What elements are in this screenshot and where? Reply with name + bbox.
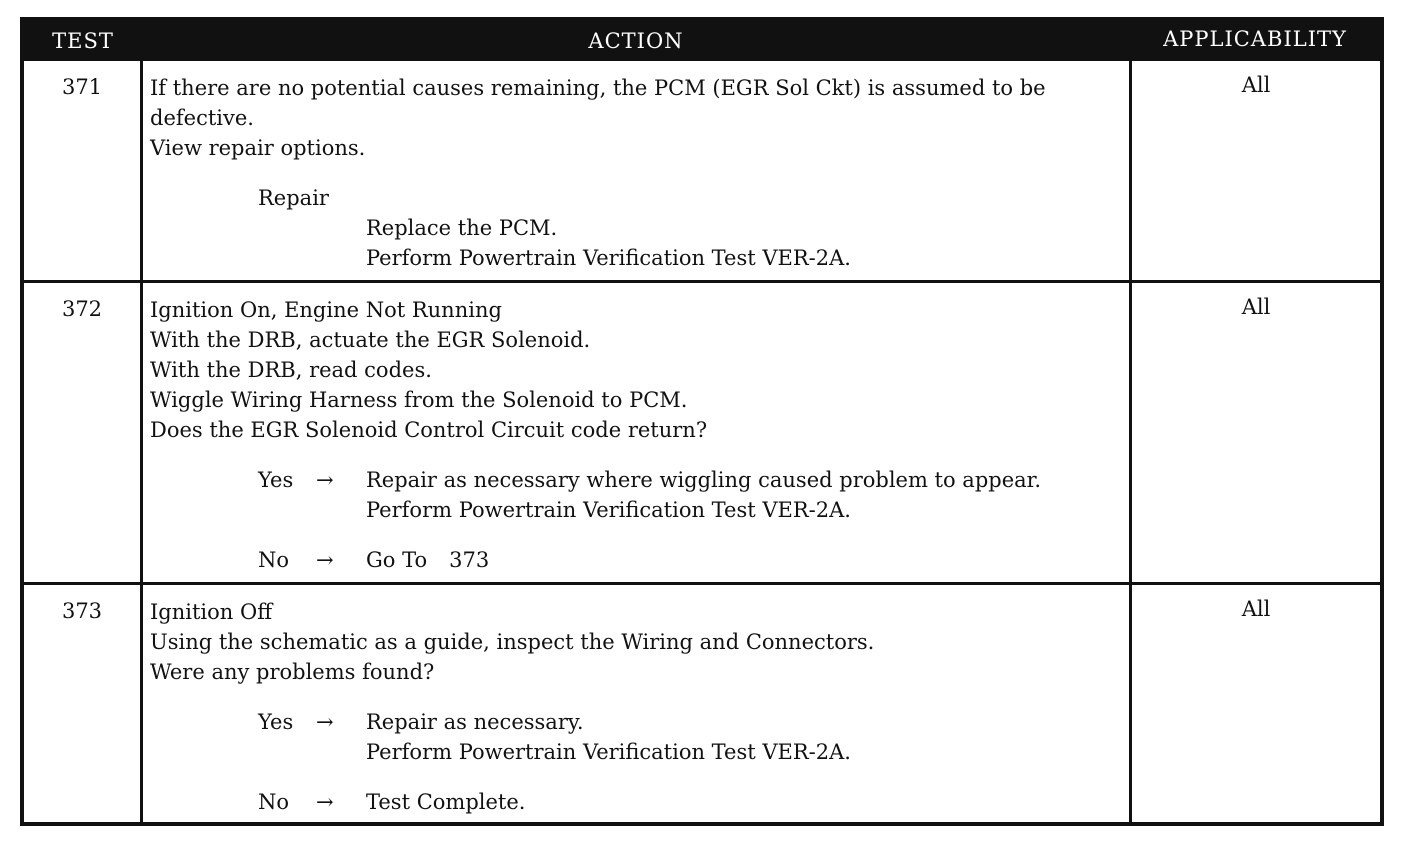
goto-label: Go To [366,548,428,572]
arrow-right-icon: → [316,790,334,814]
goto-test-link[interactable]: 373 [449,548,490,572]
diagnostic-test-table [20,17,1384,826]
applicability-value: All [1241,295,1271,319]
action-line: With the DRB, read codes. [150,358,432,382]
header-applicability: APPLICABILITY [1163,27,1347,51]
header-test: TEST [52,29,114,53]
response-line: Test Complete. [366,790,526,814]
action-cell [150,597,1125,817]
answer-no: No [258,790,290,814]
action-line: defective. [150,106,254,130]
action-line: Wiggle Wiring Harness from the Solenoid to PCM. [150,388,688,412]
action-line: View repair options. [150,136,366,160]
action-line: If there are no potential causes remaining, the PCM (EGR Sol Ckt) is assumed to be [150,76,1046,100]
yes-response [150,707,1125,767]
action-line: With the DRB, actuate the EGR Solenoid. [150,328,591,352]
test-number: 373 [61,599,103,623]
action-line: Ignition On, Engine Not Running [150,298,502,322]
header-action: ACTION [588,29,684,53]
action-cell [150,73,1125,273]
applicability-value: All [1241,597,1271,621]
repair-step: Perform Powertrain Verification Test VER-2A. [366,246,851,270]
response-line: Perform Powertrain Verification Test VER-2A. [366,498,851,522]
table-row [24,585,1380,826]
test-number: 372 [61,297,103,321]
test-number: 371 [61,75,103,99]
response-line: Perform Powertrain Verification Test VER-2A. [366,740,851,764]
arrow-right-icon: → [316,468,334,492]
arrow-right-icon: → [316,710,334,734]
table-row [24,283,1380,582]
table-header [24,21,1380,61]
no-response [150,787,1125,817]
action-cell [150,295,1125,575]
answer-yes: Yes [258,710,294,734]
response-line: Repair as necessary where wiggling caused problem to appear. [366,468,1042,492]
arrow-right-icon: → [316,548,334,572]
answer-yes: Yes [258,468,294,492]
repair-step: Replace the PCM. [366,216,558,240]
action-line: Does the EGR Solenoid Control Circuit code return? [150,418,708,442]
no-response [150,545,1125,575]
action-line: Ignition Off [150,600,273,624]
answer-no: No [258,548,290,572]
applicability-value: All [1241,73,1271,97]
response-line: Repair as necessary. [366,710,584,734]
action-line: Were any problems found? [150,660,435,684]
yes-response [150,465,1125,525]
table-row [24,61,1380,280]
action-line: Using the schematic as a guide, inspect the Wiring and Connectors. [150,630,875,654]
repair-label: Repair [258,186,329,210]
